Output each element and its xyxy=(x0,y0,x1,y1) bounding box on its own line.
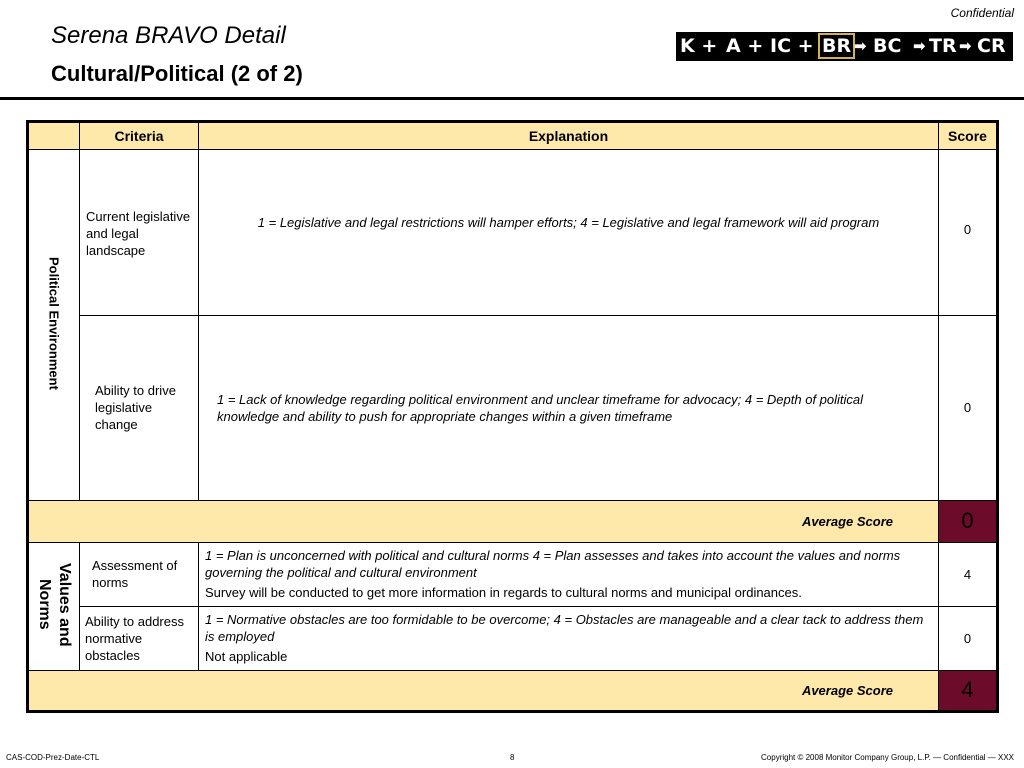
score-cell: 0 xyxy=(939,316,998,500)
average-score-row xyxy=(28,670,998,711)
explanation-cell: 1 = Plan is unconcerned with political and cultural norms 4 = Plan assesses and takes into account the values and norms governing the political and cultural environment Survey will be conducted to get more information in regards to cultural norms and municipal ordinances. xyxy=(199,542,939,606)
average-score-row xyxy=(28,500,998,542)
criteria-cell: Assessment of norms xyxy=(80,542,199,606)
footer-copyright: Copyright © 2008 Monitor Company Group, L.P. — Confidential — XXX xyxy=(761,753,1014,762)
table-row xyxy=(28,606,998,670)
section-label-political-environment: Political Environment xyxy=(28,150,80,501)
header-explanation: Explanation xyxy=(199,122,939,150)
process-step-ic: IC + xyxy=(770,35,814,57)
arrow-right-icon: ➡ xyxy=(959,37,972,55)
score-cell: 0 xyxy=(939,150,998,316)
criteria-cell: Current legislative and legal landscape xyxy=(80,150,199,316)
process-step-bc: BC xyxy=(873,35,902,57)
average-score-value: 0 xyxy=(939,500,998,542)
section-label-values-and-norms: Values and Norms xyxy=(28,542,80,670)
process-step-k: K + xyxy=(680,35,718,57)
bravo-detail-table xyxy=(26,120,999,713)
confidential-label: Confidential xyxy=(950,6,1014,20)
table-row xyxy=(28,542,998,606)
header-divider xyxy=(0,97,1024,100)
process-flow-banner xyxy=(676,32,1013,61)
process-step-cr: CR xyxy=(977,35,1006,57)
process-step-br-highlighted: BR xyxy=(818,33,855,59)
score-cell: 0 xyxy=(939,606,998,670)
explanation-cell: 1 = Lack of knowledge regarding political environment and unclear timeframe for advocacy; 4 = Depth of political knowledge and ability to push for appropriate changes within a given timeframe xyxy=(199,316,939,500)
page-subtitle: Cultural/Political (2 of 2) xyxy=(51,61,303,86)
page-title: Serena BRAVO Detail xyxy=(51,22,286,49)
process-step-tr: TR xyxy=(929,35,957,57)
footer-page-number: 8 xyxy=(510,753,515,762)
header-score: Score xyxy=(939,122,998,150)
footer-document-id: CAS-COD-Prez-Date-CTL xyxy=(6,753,100,762)
explanation-cell: 1 = Normative obstacles are too formidable to be overcome; 4 = Obstacles are manageable and a clear tack to address them is employed Not applicable xyxy=(199,606,939,670)
table-header-row xyxy=(28,122,998,150)
arrow-right-icon: ➡ xyxy=(913,37,926,55)
arrow-right-icon: ➡ xyxy=(854,37,867,55)
header-blank-cell xyxy=(28,122,80,150)
explanation-cell: 1 = Legislative and legal restrictions will hamper efforts; 4 = Legislative and legal framework will aid program xyxy=(199,150,939,316)
criteria-cell: Ability to address normative obstacles xyxy=(80,606,199,670)
average-score-label: Average Score xyxy=(28,500,939,542)
header-criteria: Criteria xyxy=(80,122,199,150)
table-row xyxy=(28,316,998,500)
criteria-cell: Ability to drive legislative change xyxy=(80,316,199,500)
table-row xyxy=(28,150,998,316)
average-score-value: 4 xyxy=(939,670,998,711)
process-step-a: A + xyxy=(726,35,764,57)
score-cell: 4 xyxy=(939,542,998,606)
average-score-label: Average Score xyxy=(28,670,939,711)
